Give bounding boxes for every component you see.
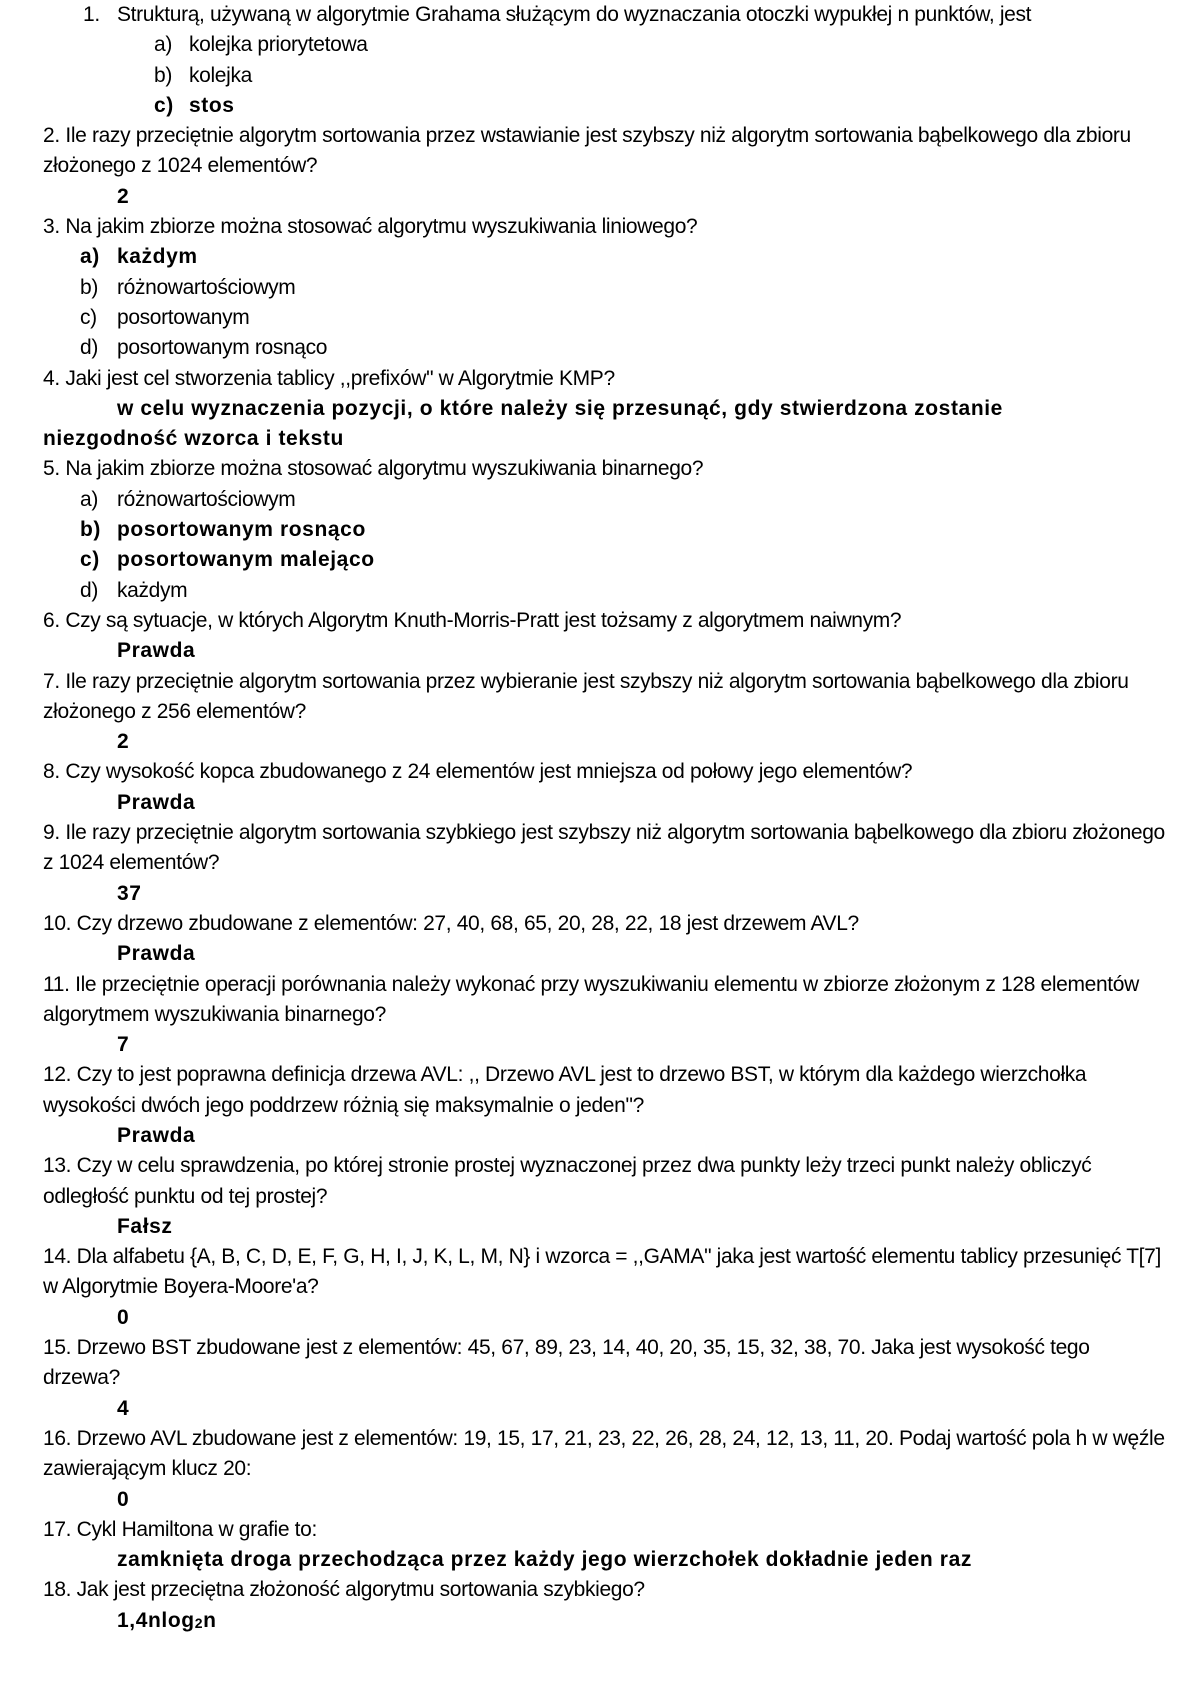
- question-number: 15.: [43, 1336, 72, 1360]
- question-number: 14.: [43, 1245, 72, 1269]
- question-7: [0, 667, 1168, 728]
- answer-13: Fałsz: [117, 1214, 173, 1238]
- option-text: posortowanym malejąco: [117, 548, 375, 572]
- option-3c: [0, 303, 1200, 333]
- question-number: 13.: [43, 1154, 72, 1178]
- answer-end: n: [203, 1608, 217, 1632]
- question-4: [0, 364, 1168, 394]
- question-text: Dla alfabetu {A, B, C, D, E, F, G, H, I, J, K, L, M, N} i wzorca = ,,GAMA" jaka jest wartość elementu tablicy przesunięć T[7] w Algorytmie Boyera-Moore'a?: [43, 1245, 1161, 1299]
- question-10: [0, 909, 1168, 939]
- question-number: 18.: [43, 1578, 72, 1602]
- question-text: Drzewo AVL zbudowane jest z elementów: 19, 15, 17, 21, 23, 22, 26, 28, 24, 12, 13, 11, 20. Podaj wartość pola h w węźle zawierającym klucz 20:: [43, 1426, 1165, 1481]
- option-1a: [0, 30, 1200, 60]
- question-number: 2.: [43, 124, 60, 148]
- answer-16: 0: [117, 1487, 130, 1511]
- option-label: b): [80, 275, 98, 299]
- question-text: Cykl Hamiltona w grafie to:: [76, 1517, 317, 1541]
- question-text: Czy wysokość kopca zbudowanego z 24 elementów jest mniejsza od połowy jego elementów?: [65, 760, 913, 784]
- question-text: Na jakim zbiorze można stosować algorytmu wyszukiwania liniowego?: [65, 215, 698, 239]
- option-label: c): [154, 93, 174, 117]
- question-text: Jaki jest cel stworzenia tablicy ,,prefixów" w Algorytmie KMP?: [65, 366, 615, 390]
- option-5c-correct: [0, 545, 1200, 575]
- question-text: Czy drzewo zbudowane z elementów: 27, 40, 68, 65, 20, 28, 22, 18 jest drzewem AVL?: [76, 911, 859, 935]
- question-12: [0, 1060, 1168, 1121]
- answer-4: w celu wyznaczenia pozycji, o które należy się przesunąć, gdy stwierdzona zostanie niezgodność wzorca i tekstu: [43, 396, 1003, 451]
- question-number: 4.: [43, 366, 60, 390]
- option-label: c): [80, 548, 100, 572]
- option-text: stos: [189, 93, 235, 117]
- question-number: 1.: [83, 3, 100, 26]
- option-text: różnowartościowym: [117, 487, 296, 511]
- option-text: posortowanym: [117, 305, 250, 329]
- option-text: posortowanym rosnąco: [117, 336, 328, 360]
- question-text: Czy w celu sprawdzenia, po której stronie prostej wyznaczonej przez dwa punkty leży trzeci punkt należy obliczyć odległość punktu od tej prostej?: [43, 1154, 1092, 1208]
- question-text: Ile razy przeciętnie algorytm sortowania szybkiego jest szybszy niż algorytm sortowania bąbelkowego dla zbioru złożonego z 1024 elementów?: [43, 821, 1165, 875]
- option-1c-correct: [0, 91, 1200, 121]
- question-2: [0, 121, 1168, 182]
- option-3b: [0, 273, 1200, 303]
- question-15: [0, 1333, 1168, 1394]
- answer-17: zamknięta droga przechodząca przez każdy jego wierzchołek dokładnie jeden raz: [117, 1548, 972, 1572]
- question-number: 10.: [43, 911, 72, 935]
- question-6: [0, 606, 1168, 636]
- option-text: kolejka: [189, 63, 252, 87]
- option-5b-correct: [0, 515, 1200, 545]
- question-number: 9.: [43, 821, 60, 845]
- option-label: a): [80, 487, 98, 511]
- question-number: 8.: [43, 760, 60, 784]
- answer-14: 0: [117, 1305, 130, 1329]
- answer-9: 37: [117, 881, 142, 905]
- option-label: b): [154, 63, 172, 87]
- answer-2: 2: [117, 184, 130, 208]
- option-5d: [0, 576, 1200, 606]
- answer-main: 1,4nlog: [117, 1608, 195, 1632]
- answer-15: 4: [117, 1396, 130, 1420]
- option-text: każdym: [117, 578, 188, 602]
- question-text: Ile razy przeciętnie algorytm sortowania przez wybieranie jest szybszy niż algorytm sortowania bąbelkowego dla zbioru złożonego z 256 elementów?: [43, 669, 1129, 723]
- option-label: b): [80, 518, 102, 542]
- question-5: [0, 454, 1168, 484]
- option-1b: [0, 61, 1200, 91]
- option-label: a): [154, 33, 172, 57]
- question-number: 12.: [43, 1063, 72, 1087]
- question-number: 7.: [43, 669, 60, 693]
- question-11: [0, 970, 1168, 1031]
- answer-6: Prawda: [117, 639, 196, 663]
- question-text: Czy są sytuacje, w których Algorytm Knuth-Morris-Pratt jest tożsamy z algorytmem naiwnym?: [65, 608, 902, 632]
- question-text: Czy to jest poprawna definicja drzewa AVL: ,, Drzewo AVL jest to drzewo BST, w którym dla każdego wierzchołka wysokości dwóch jego poddrzew różnią się maksymalnie o jeden"?: [43, 1063, 1087, 1117]
- option-3d: [0, 333, 1200, 363]
- question-1: [0, 0, 1177, 30]
- question-14: [0, 1242, 1168, 1303]
- question-text: Ile razy przeciętnie algorytm sortowania przez wstawianie jest szybszy niż algorytm sortowania bąbelkowego dla zbioru złożonego z 1024 elementów?: [43, 124, 1131, 178]
- question-number: 11.: [43, 972, 70, 996]
- option-3a-correct: [0, 242, 1200, 272]
- option-text: każdym: [117, 245, 198, 269]
- question-text: Strukturą, używaną w algorytmie Grahama służącym do wyznaczania otoczki wypukłej n punktów, jest: [117, 3, 1032, 26]
- answer-subscript: 2: [194, 1614, 204, 1631]
- answer-18: [0, 1606, 1200, 1636]
- question-8: [0, 757, 1168, 787]
- question-18: [0, 1575, 1168, 1605]
- option-text: posortowanym rosnąco: [117, 518, 366, 542]
- answer-7: 2: [117, 730, 130, 754]
- question-number: 3.: [43, 215, 60, 239]
- option-text: kolejka priorytetowa: [189, 33, 368, 57]
- option-text: różnowartościowym: [117, 275, 296, 299]
- question-17: [0, 1515, 1168, 1545]
- option-label: d): [80, 578, 98, 602]
- question-text: Na jakim zbiorze można stosować algorytmu wyszukiwania binarnego?: [65, 457, 704, 481]
- question-3: [0, 212, 1168, 242]
- answer-10: Prawda: [117, 942, 196, 966]
- answer-12: Prawda: [117, 1123, 196, 1147]
- option-5a: [0, 485, 1200, 515]
- question-number: 16.: [43, 1426, 72, 1450]
- option-label: a): [80, 245, 100, 269]
- question-number: 6.: [43, 608, 60, 632]
- question-text: Ile przeciętnie operacji porównania należy wykonać przy wyszukiwaniu elementu w zbiorze złożonym z 128 elementów algorytmem wyszukiwania binarnego?: [43, 972, 1139, 1026]
- question-16: [0, 1424, 1168, 1485]
- question-number: 17.: [43, 1517, 72, 1541]
- question-text: Jak jest przeciętna złożoność algorytmu sortowania szybkiego?: [76, 1578, 645, 1602]
- answer-11: 7: [117, 1033, 130, 1057]
- question-text: Drzewo BST zbudowane jest z elementów: 45, 67, 89, 23, 14, 40, 20, 35, 15, 32, 38, 70. Jaka jest wysokość tego drzewa?: [43, 1336, 1090, 1390]
- option-label: c): [80, 305, 97, 329]
- question-9: [0, 818, 1168, 879]
- option-label: d): [80, 336, 98, 360]
- question-13: [0, 1151, 1168, 1212]
- answer-8: Prawda: [117, 790, 196, 814]
- question-number: 5.: [43, 457, 60, 481]
